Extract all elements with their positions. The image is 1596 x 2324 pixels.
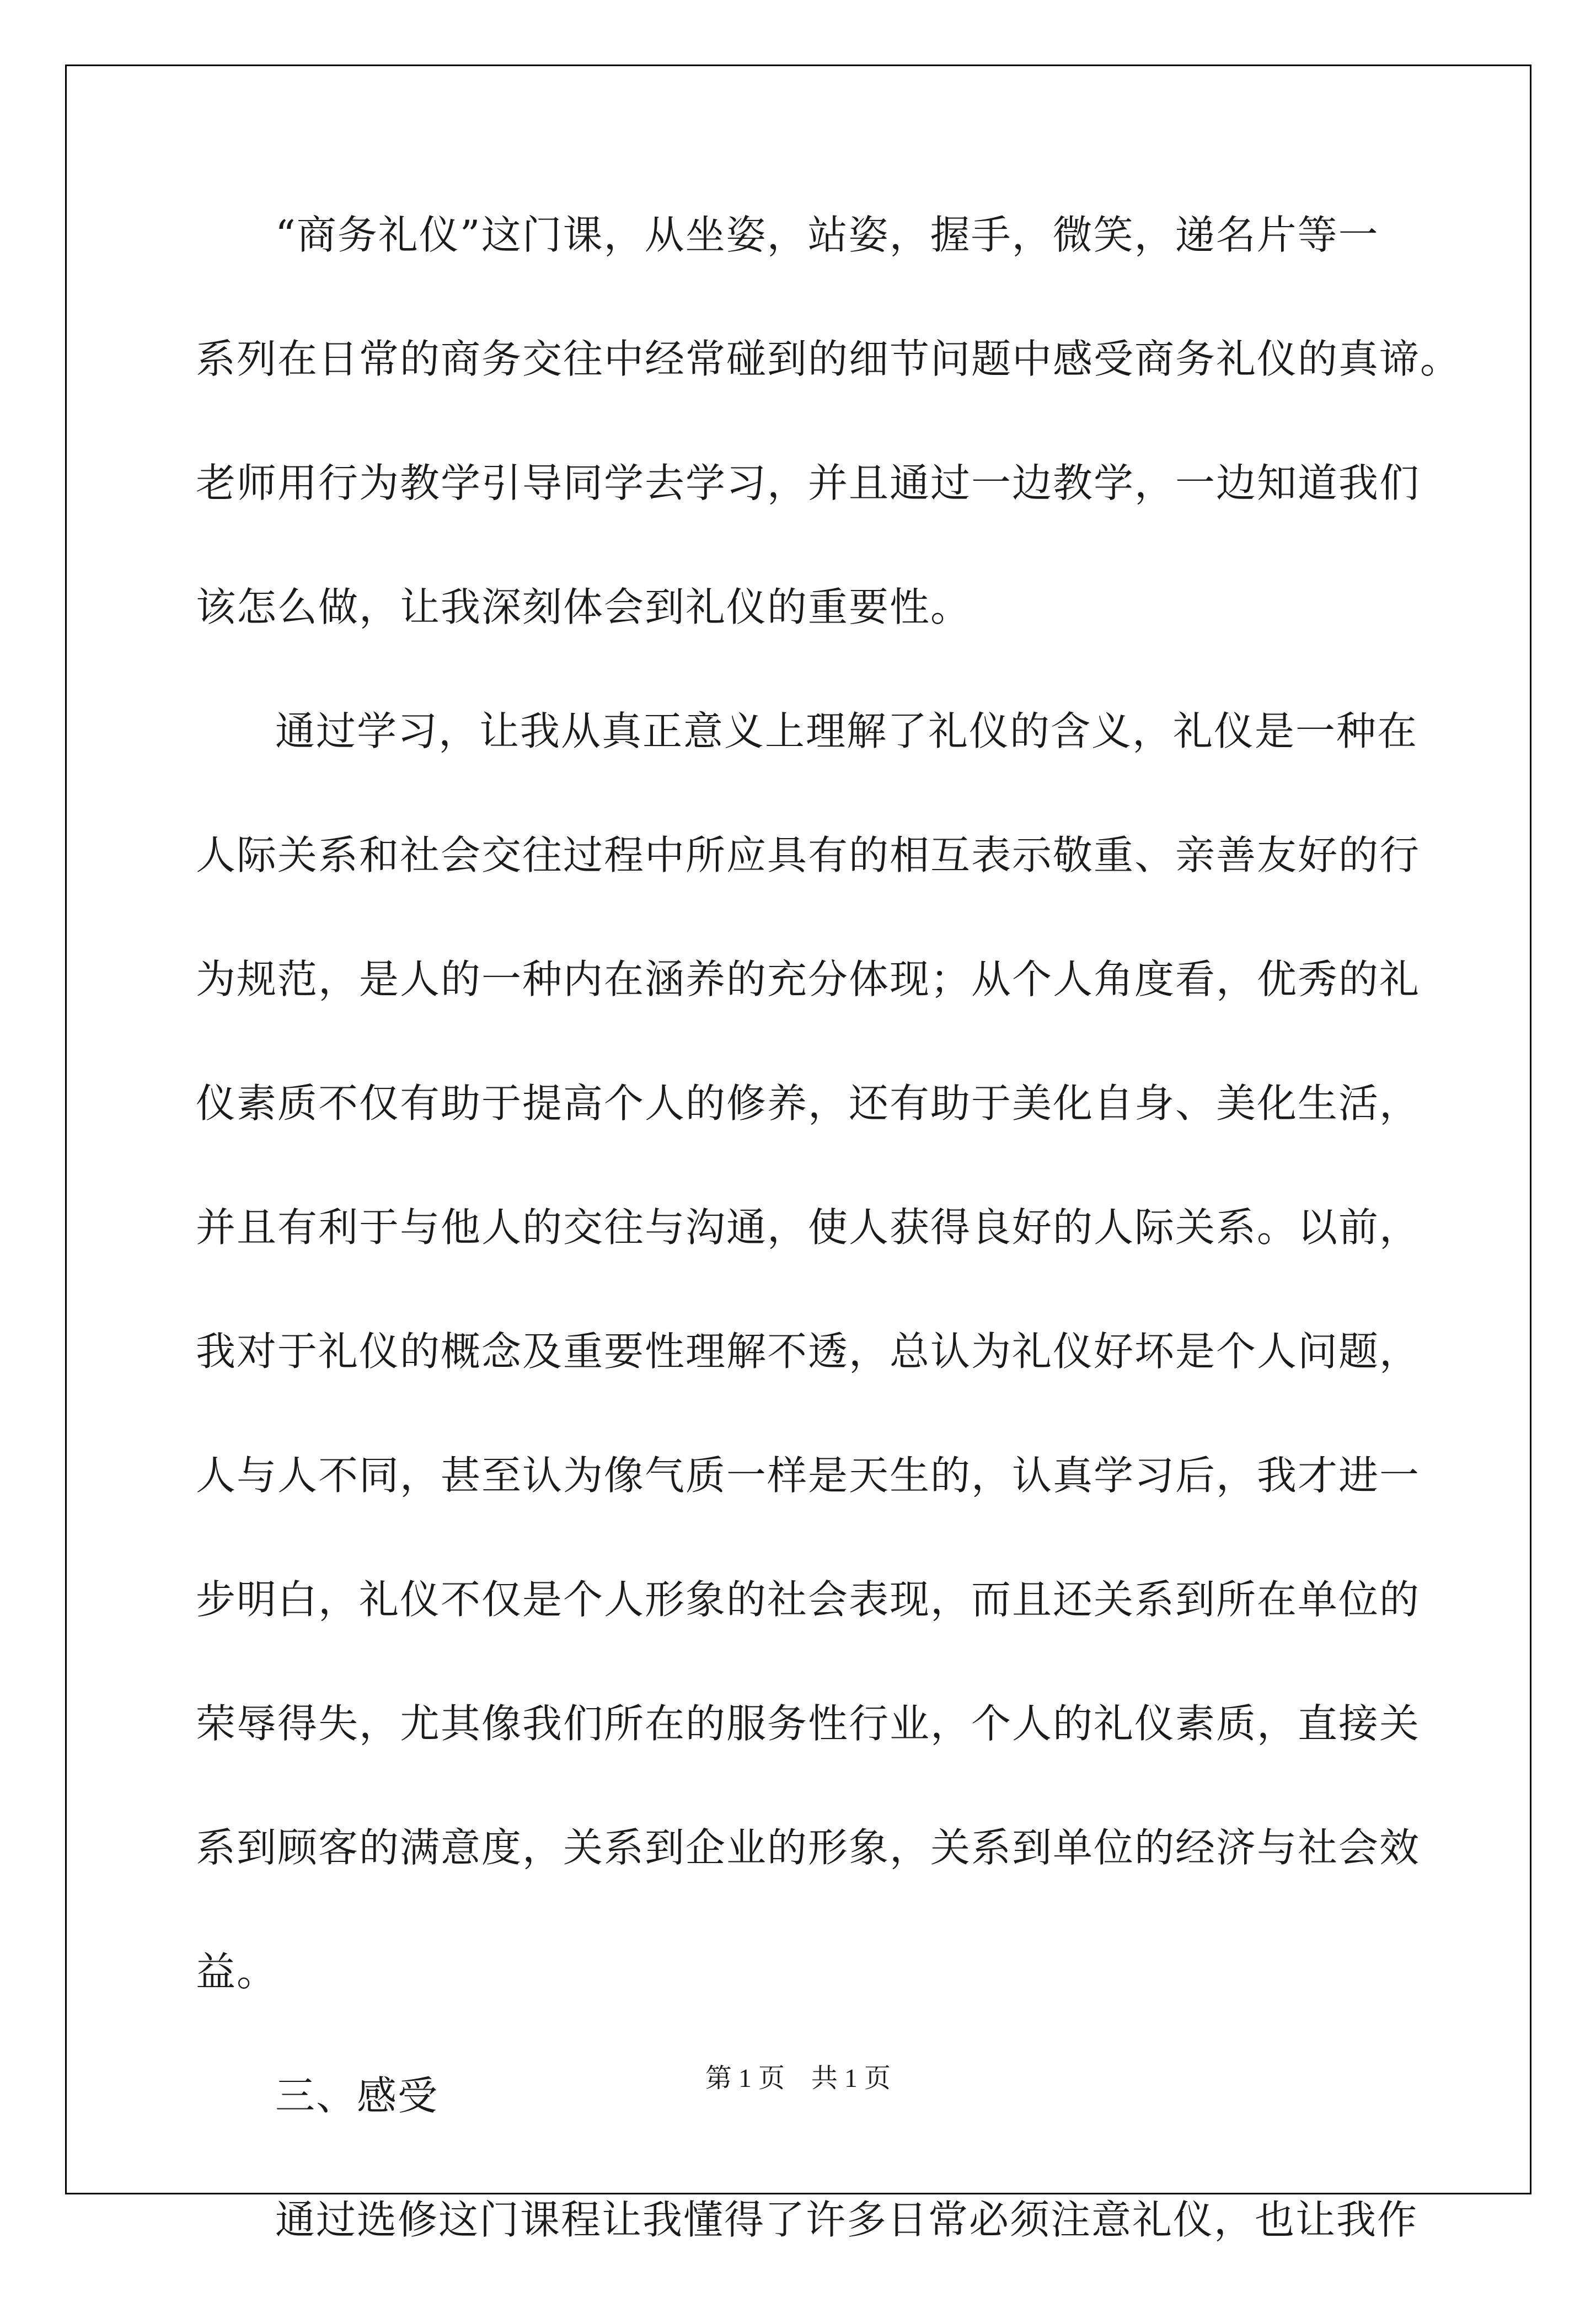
text-line: 益。 [196, 1949, 278, 1995]
text-line: 为规范，是人的一种内在涵养的充分体现；从个人角度看，优秀的礼 [196, 956, 1421, 1002]
text-line: 老师用行为教学引导同学去学习，并且通过一边教学，一边知道我们 [196, 460, 1421, 506]
text-line: 仪素质不仅有助于提高个人的修养，还有助于美化自身、美化生活， [196, 1080, 1421, 1126]
text-line: 人与人不同，甚至认为像气质一样是天生的，认真学习后，我才进一 [196, 1452, 1421, 1499]
text-line: 人际关系和社会交往过程中所应具有的相互表示敬重、亲善友好的行 [196, 832, 1421, 878]
text-line: “商务礼仪”这门课，从坐姿，站姿，握手，微笑，递名片等一 [275, 212, 1379, 258]
text-line: 系列在日常的商务交往中经常碰到的细节问题中感受商务礼仪的真谛。 [196, 336, 1461, 382]
text-line: 荣辱得失，尤其像我们所在的服务性行业，个人的礼仪素质，直接关 [196, 1700, 1421, 1747]
text-line: 通过学习，让我从真正意义上理解了礼仪的含义，礼仪是一种在 [275, 708, 1418, 754]
text-line: 通过选修这门课程让我懂得了许多日常必须注意礼仪，也让我作 [275, 2197, 1418, 2243]
document-body [196, 212, 1461, 2324]
section-heading: 三、感受 [275, 2073, 439, 2119]
text-line: 我对于礼仪的概念及重要性理解不透，总认为礼仪好坏是个人问题， [196, 1328, 1421, 1375]
text-line: 系到顾客的满意度，关系到企业的形象，关系到单位的经济与社会效 [196, 1824, 1421, 1871]
text-line: 并且有利于与他人的交往与沟通，使人获得良好的人际关系。以前， [196, 1204, 1421, 1250]
text-line: 该怎么做，让我深刻体会到礼仪的重要性。 [196, 584, 972, 630]
page-number-footer: 第 1 页 共 1 页 [705, 2064, 891, 2093]
text-line: 步明白，礼仪不仅是个人形象的社会表现，而且还关系到所在单位的 [196, 1576, 1421, 1623]
